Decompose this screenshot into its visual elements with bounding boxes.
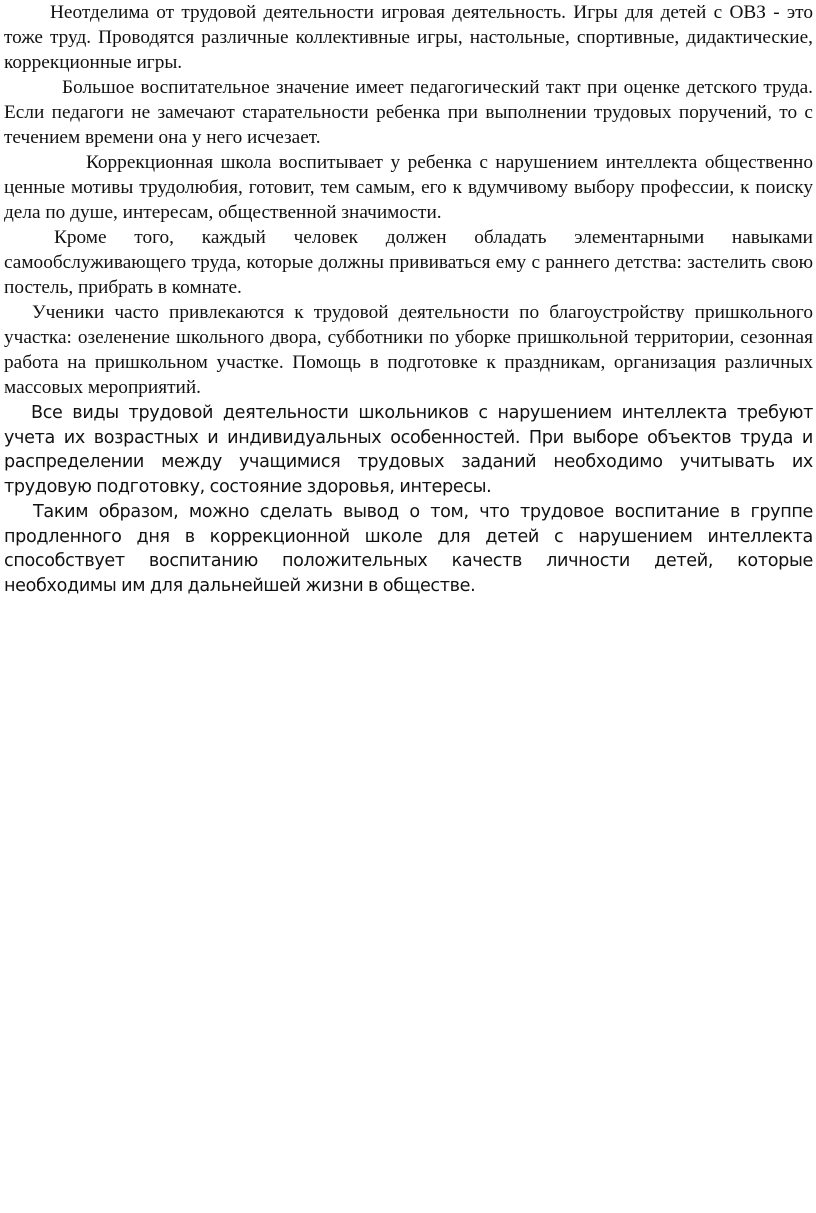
paragraph-pedagogical-tact: Большое воспитательное значение имеет педагогический такт при оценке детского труда. Если педагоги не замечают старательности ребенка при выполнении трудовых поручений, то с течением времени она у него исчезает. — [4, 77, 813, 148]
paragraph-school-grounds: Ученики часто привлекаются к трудовой деятельности по благоустройству пришкольного участка: озеленение школьного двора, субботники по уборке пришкольной территории, сезонная работа на пришкольном участке. Помощь в подготовке к праздникам, организация различных массовых мероприятий. — [4, 302, 813, 398]
paragraph-correctional-school: Коррекционная школа воспитывает у ребенка с нарушением интеллекта общественно ценные мотивы трудолюбия, готовит, тем самым, его к вдумчивому выбору профессии, к поиску дела по душе, интересам, общественной значимости. — [4, 152, 813, 223]
paragraph-conclusion: Таким образом, можно сделать вывод о том, что трудовое воспитание в группе продленного дня в коррекционной школе для детей с нарушением интеллекта способствует воспитанию положительных качеств личности детей, которые необходимы им для дальнейшей жизни в обществе. — [4, 502, 813, 596]
paragraph-games: Неотделима от трудовой деятельности игровая деятельность. Игры для детей с ОВЗ - это тоже труд. Проводятся различные коллективные игры, настольные, спортивные, дидактические, коррекционные игры. — [4, 2, 813, 73]
paragraph-self-service-labor: Кроме того, каждый человек должен обладать элементарными навыками самообслуживающего труда, которые должны прививаться ему с раннего детства: застелить свою постель, прибрать в комнате. — [4, 227, 813, 298]
paragraph-individual-features: Все виды трудовой деятельности школьников с нарушением интеллекта требуют учета их возрастных и индивидуальных особенностей. При выборе объектов труда и распределении между учащимися трудовых заданий необходимо учитывать их трудовую подготовку, состояние здоровья, интересы. — [4, 403, 813, 497]
document-page — [4, 0, 813, 598]
